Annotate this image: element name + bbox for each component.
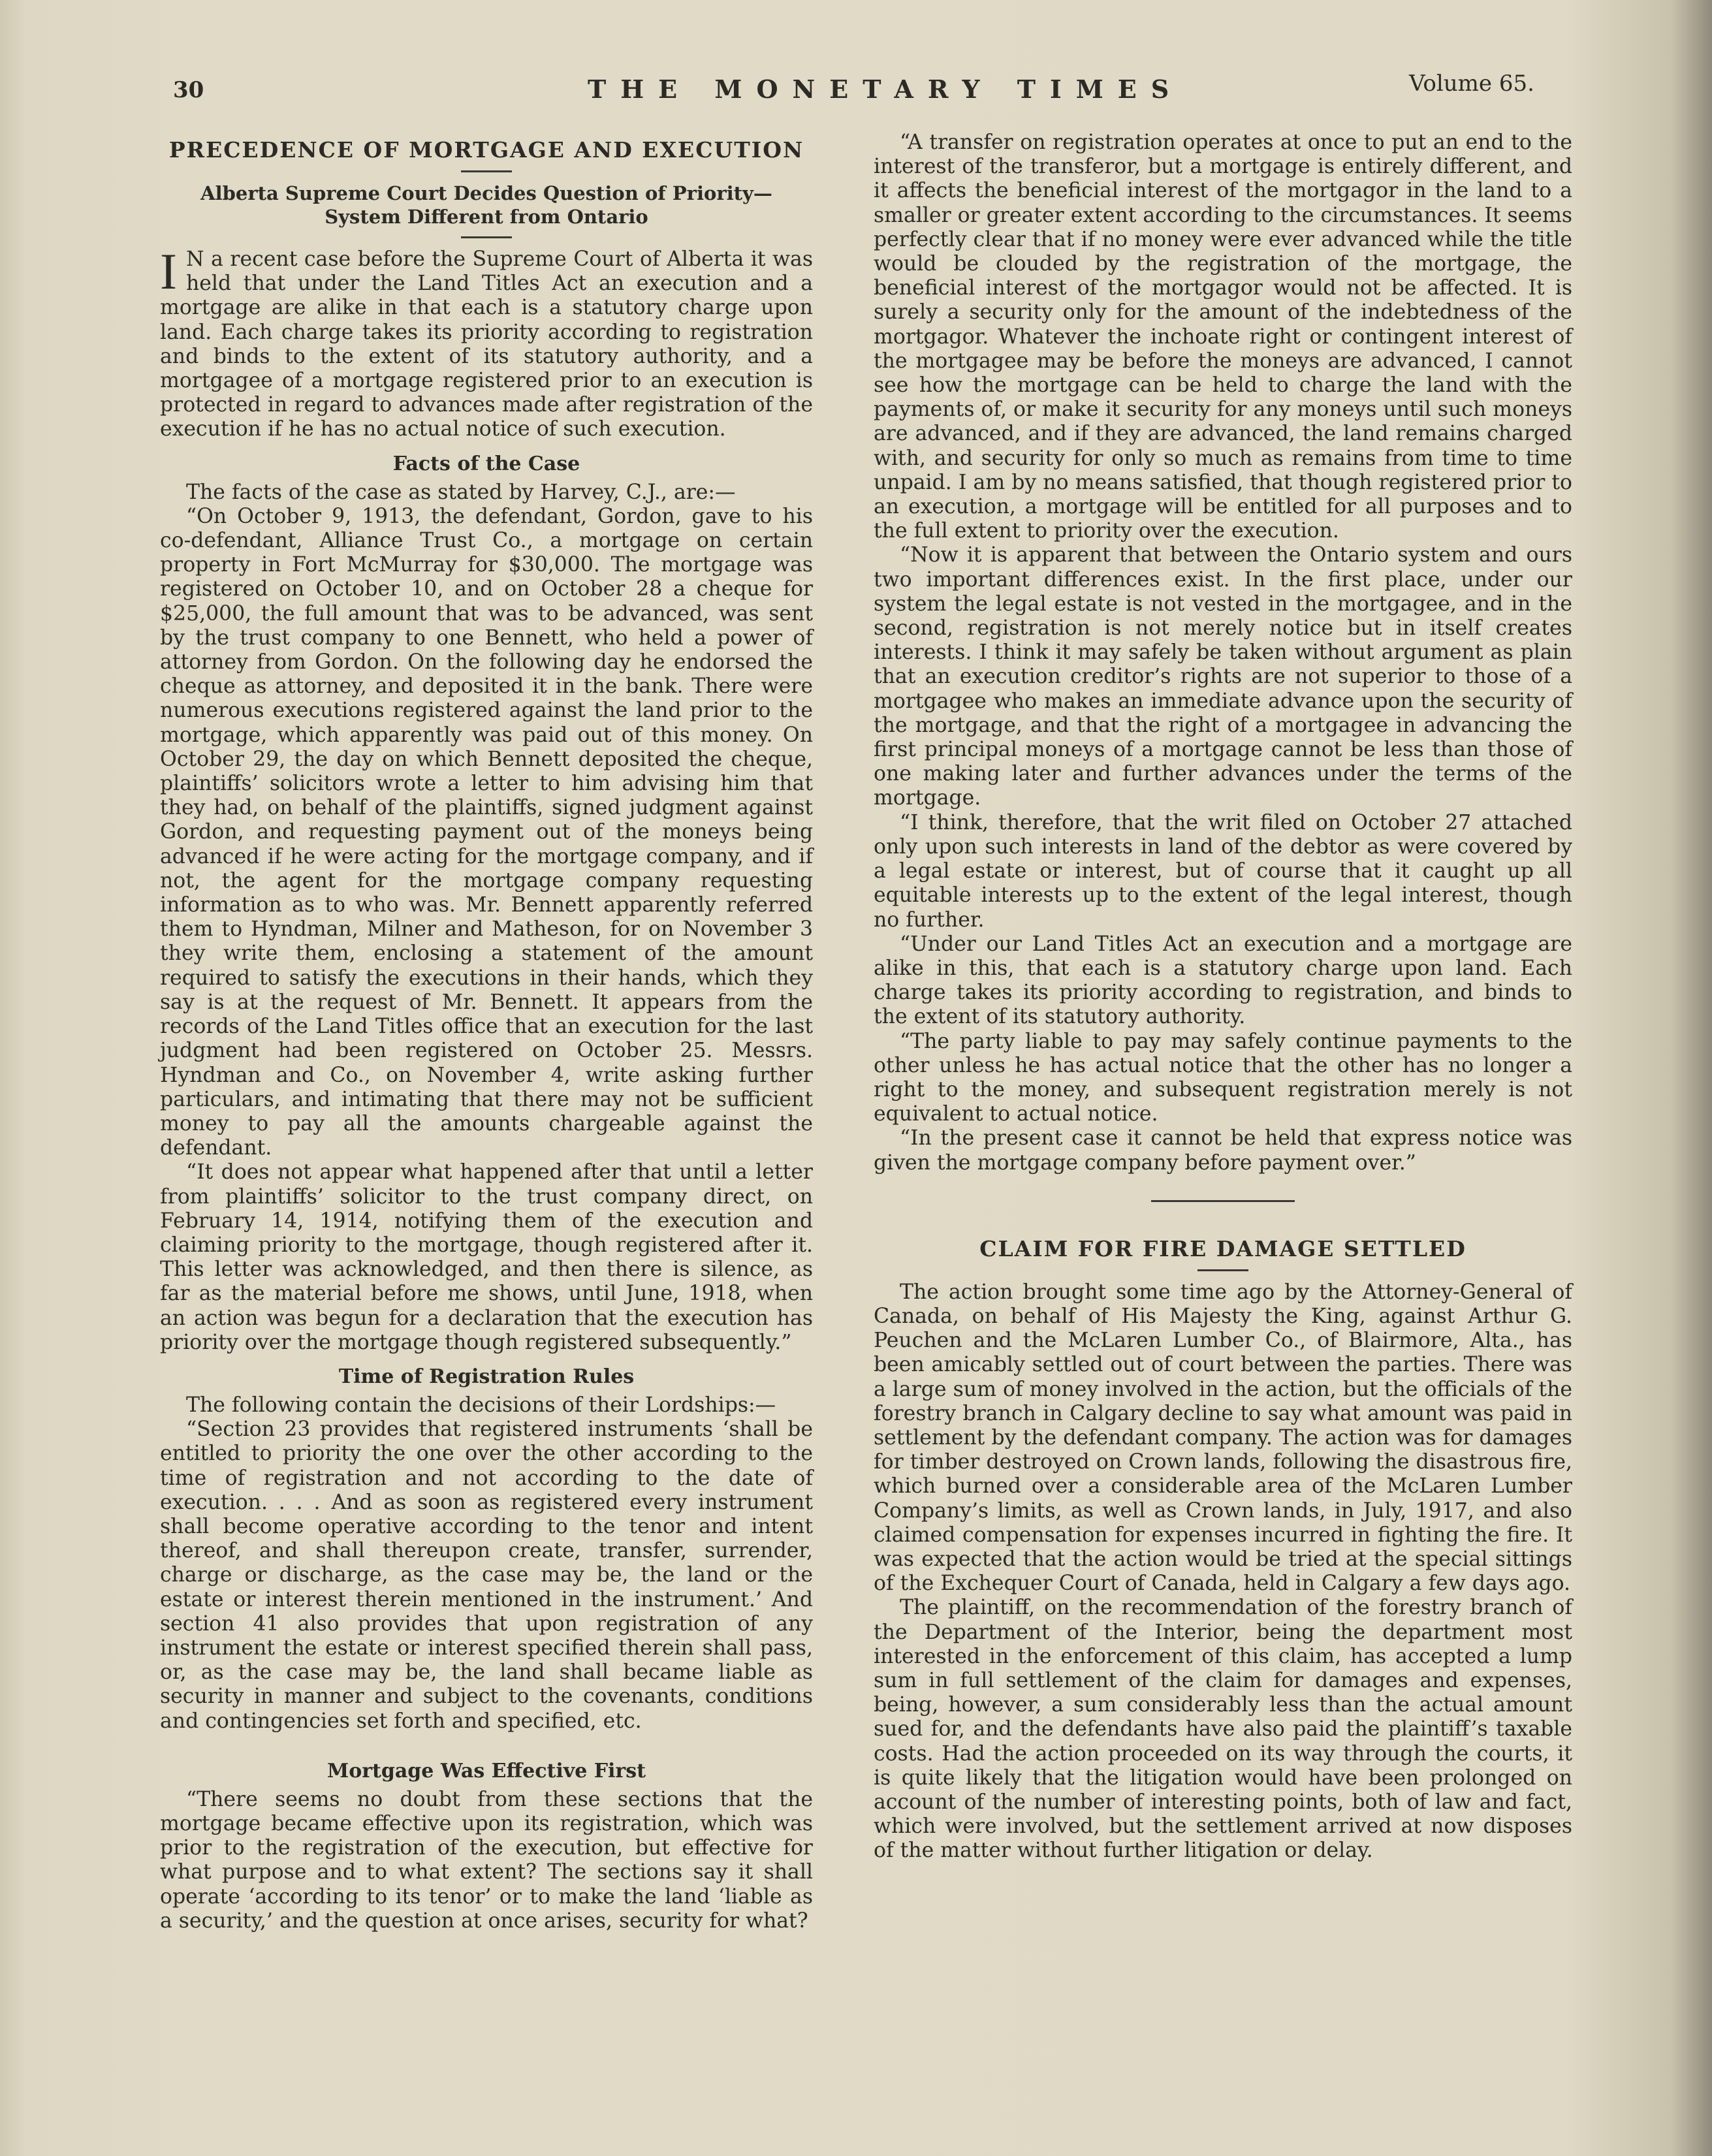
paragraph: “There seems no doubt from these sections that the mortgage became effective upon its registration, which was prior to the registration of the execution, but effective for what purpose and to what extent? The sections say it shall operate ‘according to its tenor’ or to make the land ‘liable as a security,’ and the question at once arises, security for what? — [160, 1787, 813, 1933]
page-number: 30 — [173, 77, 204, 103]
paragraph: “Now it is apparent that between the Ontario system and ours two important differences exist. In the first place, under our system the legal estate is not vested in the mortgagee, and in the second, registration is not merely notice but in itself creates interests. I think it may safely be taken without argument as plain that an execution creditor’s rights are not superior to those of a mortgagee who makes an immediate advance upon the security of the mortgage, and that the right of a mortgagee in advancing the first principal moneys of a mortgage cannot be less than those of one making later and further advances under the terms of the mortgage. — [874, 543, 1572, 810]
paragraph: The facts of the case as stated by Harvey, C.J., are:— — [186, 480, 736, 504]
paragraph: “Section 23 provides that registered instruments ‘shall be entitled to priority the one over the other according to the time of registration and not according to the date of execution. . . . And as soon as registered every instrument shall become operative according to the tenor and intent thereof, and shall thereupon create, transfer, surrender, charge or discharge, as the case may be, the land or the estate or interest therein mentioned in the instrument.’ And section 41 also provides that upon registration of any instrument the estate or interest specified therein shall pass, or, as the case may be, the land shall became liable as security in manner and subject to the covenants, conditions and contingencies set forth and specified, etc. — [160, 1418, 813, 1733]
title-rule — [461, 170, 512, 172]
paragraph: “The party liable to pay may safely continue payments to the other unless he has actual notice that the other has no longer a right to the money, and subsequent registration merely is not equivalent to actual notice. — [874, 1029, 1572, 1126]
paragraph: The action brought some time ago by the Attorney-General of Canada, on behalf of His Majesty the King, against Arthur G. Peuchen and the McLaren Lumber Co., of Blairmore, Alta., has been amicably settled out of court between the parties. There was a large sum of money involved in the action, but the officials of the forestry branch in Calgary decline to say what amount was paid in settlement by the defendant company. The action was for damages for timber destroyed on Crown lands, following the disastrous fire, which burned over a considerable area of the McLaren Lumber Company’s limits, as well as Crown lands, in July, 1917, and also claimed compensation for expenses incurred in fighting the fire. It was expected that the action would be tried at the special sittings of the Exchequer Court of Canada, held in Calgary a few days ago. — [874, 1280, 1572, 1596]
paragraph: “In the present case it cannot be held that express notice was given the mortgage company before payment over.” — [874, 1126, 1572, 1175]
intro-paragraph — [160, 243, 813, 442]
paragraph: The plaintiff, on the recommendation of the forestry branch of the Department of the Interior, being the department most interested in the enforcement of this claim, has accepted a lump sum in full settlement of the claim for damages and expenses, being, however, a sum considerably less than the actual amount sued for, and the defendants have also paid the plaintiff’s taxable costs. Had the action proceeded on its way through the courts, it is quite likely that the litigation would have been prolonged on account of the number of interesting points, both of law and fact, which were involved, but the settlement arrived at now disposes of the matter without further litigation or delay. — [874, 1596, 1572, 1863]
left-column — [160, 137, 813, 1933]
journal-title: THE MONETARY TIMES — [588, 74, 1184, 104]
title-rule — [1197, 1269, 1248, 1271]
right-column — [874, 131, 1572, 1863]
intro-text: N a recent case before the Supreme Court of Alberta it was held that under the Land Titles Act an execution and a mortgage are alike in that each is a statutory charge upon land. Each charge takes its priority according to registration and binds to the extent of its statutory authority, and a mortgagee of a mortgage registered prior to an execution is protected in regard to advances made after registration of the execution if he has no actual notice of such execution. — [160, 247, 813, 441]
drop-cap: I — [160, 243, 177, 300]
article-subhead: Alberta Supreme Court Decides Question of Priority—System Different from Ontario — [200, 182, 772, 228]
volume-label: Volume 65. — [1409, 71, 1534, 97]
paragraph: “I think, therefore, that the writ filed on October 27 attached only upon such interests in land of the debtor as were covered by a legal estate or interest, but of course that it caught up all equitable interests up to the extent of the legal interest, though no further. — [874, 810, 1572, 932]
section-title-facts: Facts of the Case — [392, 452, 580, 475]
subhead-rule — [461, 236, 512, 238]
paragraph: The following contain the decisions of their Lordships:— — [186, 1393, 776, 1417]
paragraph: “A transfer on registration operates at once to put an end to the interest of the transferor, but a mortgage is entirely different, and it affects the beneficial interest of the mortgagor in the land to a smaller or greater extent according to the circumstances. It seems perfectly clear that if no money were ever advanced while the title would be clouded by the registration of the mortgage, the beneficial interest of the mortgagor would not be affected. It is surely a security only for the amount of the indebtedness of the mortgagor. Whatever the inchoate right or contingent interest of the mortgagee may be before the moneys are advanced, I cannot see how the mortgage can be held to charge the land with the payments of, or make it security for any moneys until such moneys are advanced, and if they are advanced, the land remains charged with, and security for only so much as remains from time to time unpaid. I am by no means satisfied, that though registered prior to an execution, a mortgage will be entitled for all purposes and to the full extent to priority over the execution. — [874, 131, 1572, 543]
section-title-registration: Time of Registration Rules — [338, 1365, 635, 1388]
article-separator — [1151, 1200, 1295, 1202]
running-header — [0, 71, 1712, 110]
paragraph: “Under our Land Titles Act an execution and a mortgage are alike in this, that each is a statutory charge upon land. Each charge takes its priority according to registration, and binds to the extent of its statutory authority. — [874, 932, 1572, 1029]
article-headline: CLAIM FOR FIRE DAMAGE SETTLED — [979, 1235, 1466, 1261]
section-title-effective: Mortgage Was Effective First — [327, 1759, 646, 1783]
article-headline: PRECEDENCE OF MORTGAGE AND EXECUTION — [168, 137, 804, 163]
paragraph: “On October 9, 1913, the defendant, Gordon, gave to his co-defendant, Alliance Trust Co., a mortgage on certain property in Fort McMurray for $30,000. The mortgage was registered on October 10, and on October 28 a cheque for $25,000, the full amount that was to be advanced, was sent by the trust company to one Bennett, who held a power of attorney from Gordon. On the following day he endorsed the cheque as attorney, and deposited it in the bank. There were numerous executions registered against the land prior to the mortgage, which apparently was paid out of this money. On October 29, the day on which Bennett deposited the cheque, plaintiffs’ solicitors wrote a letter to him advising him that they had, on behalf of the plaintiffs, signed judgment against Gordon, and requesting payment out of the moneys being advanced if he were acting for the mortgage company, and if not, the agent for the mortgage company requesting information as to who was. Mr. Bennett apparently referred them to Hyndman, Milner and Matheson, for on November 3 they write them, enclosing a statement of the amount required to satisfy the executions in their hands, which they say is at the request of Mr. Bennett. It appears from the records of the Land Titles office that an execution for the last judgment had been registered on October 25. Messrs. Hyndman and Co., on November 4, write asking further particulars, and intimating that there may not be sufficient money to pay all the amounts chargeable against the defendant. — [160, 504, 813, 1160]
paragraph: “It does not appear what happened after that until a letter from plaintiffs’ solicitor to the trust company direct, on February 14, 1914, notifying them of the execution and claiming priority to the mortgage, though registered after it. This letter was acknowledged, and then there is silence, as far as the material before me shows, until June, 1918, when an action was begun for a declaration that the execution has priority over the mortgage though registered subsequently.” — [160, 1160, 813, 1354]
